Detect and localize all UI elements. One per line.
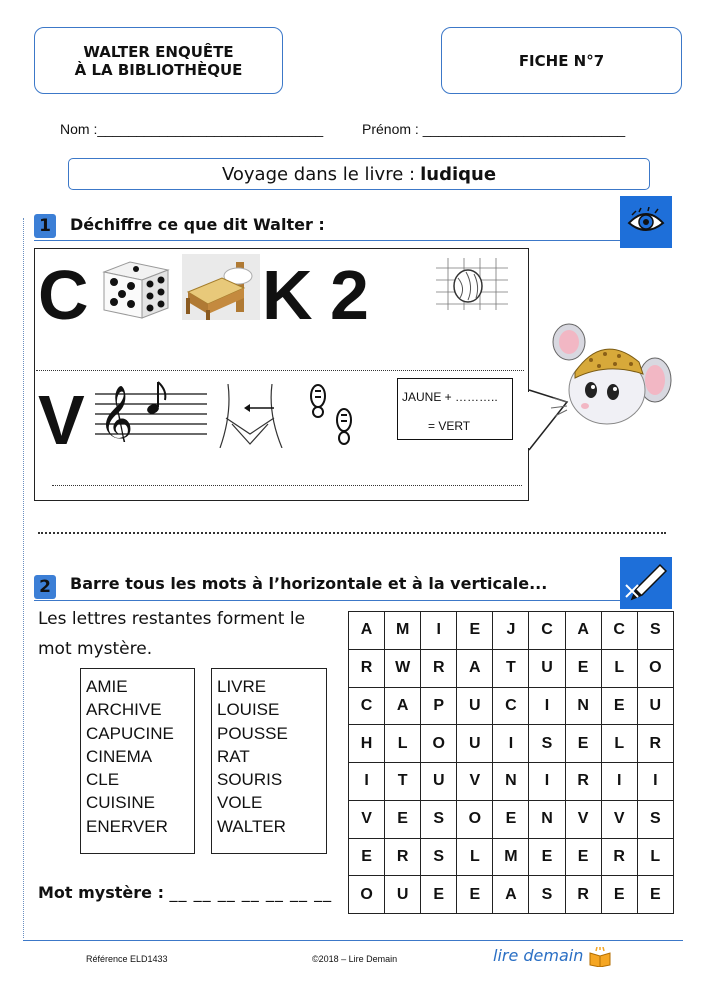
list-item: CUISINE <box>86 793 155 813</box>
eye-icon <box>620 196 672 248</box>
section-2-title: Barre tous les mots à l’horizontale et à la verticale... <box>70 574 548 593</box>
section-2-rule <box>34 600 620 601</box>
banner-emphasis: ludique <box>420 163 497 185</box>
grid-cell[interactable]: S <box>529 725 565 763</box>
word-search-grid <box>348 611 674 914</box>
rebus-letter-c: C <box>38 256 89 334</box>
fiche-number: FICHE N°7 <box>441 27 682 94</box>
grid-cell[interactable]: A <box>385 687 421 725</box>
grid-cell[interactable]: L <box>601 649 637 687</box>
grid-cell[interactable]: S <box>637 612 673 650</box>
grid-cell[interactable]: U <box>637 687 673 725</box>
grid-cell[interactable]: E <box>637 876 673 914</box>
grid-cell[interactable]: A <box>493 876 529 914</box>
grid-cell[interactable]: S <box>529 876 565 914</box>
grid-cell[interactable]: R <box>565 876 601 914</box>
grid-cell[interactable]: L <box>457 838 493 876</box>
grid-cell[interactable]: I <box>637 763 673 801</box>
grid-row <box>349 612 674 650</box>
grid-cell[interactable]: S <box>421 838 457 876</box>
rebus-number-two: 2 <box>330 256 369 334</box>
grid-cell[interactable]: N <box>529 800 565 838</box>
grid-cell[interactable]: V <box>457 763 493 801</box>
prenom-blank: __________________________ <box>422 121 626 137</box>
brand-name: lire demain <box>493 946 584 965</box>
list-item: CLE <box>86 770 120 790</box>
grid-cell[interactable]: E <box>421 876 457 914</box>
grid-cell[interactable]: C <box>349 687 385 725</box>
mystery-label: Mot mystère : <box>38 883 164 902</box>
grid-cell[interactable]: M <box>385 612 421 650</box>
footer-rule <box>23 940 683 941</box>
dice-image <box>100 258 172 324</box>
grid-cell[interactable]: T <box>493 649 529 687</box>
grid-cell[interactable]: E <box>601 876 637 914</box>
grid-cell[interactable]: U <box>385 876 421 914</box>
grid-cell[interactable]: C <box>529 612 565 650</box>
grid-cell[interactable]: I <box>601 763 637 801</box>
grid-cell[interactable]: O <box>637 649 673 687</box>
grid-row <box>349 800 674 838</box>
section-2-number: 2 <box>34 575 56 599</box>
nom-blank: _____________________________ <box>97 121 324 137</box>
list-item: VOLE <box>217 793 263 813</box>
prenom-label: Prénom : <box>362 121 419 137</box>
rebus-answer-line-1[interactable] <box>36 370 524 371</box>
footer-reference: Référence ELD1433 <box>86 954 168 964</box>
rebus-answer-line-2[interactable] <box>52 485 522 486</box>
word-list-2 <box>211 668 327 854</box>
grid-cell[interactable]: O <box>349 876 385 914</box>
grid-cell[interactable]: U <box>421 763 457 801</box>
mystery-blanks: __ __ __ __ __ __ __ <box>169 883 333 902</box>
grid-cell[interactable]: E <box>565 838 601 876</box>
grid-cell[interactable]: I <box>349 763 385 801</box>
color-riddle-line-1: JAUNE + ……….. <box>402 390 498 404</box>
grid-cell[interactable]: E <box>457 612 493 650</box>
list-item: RAT <box>217 746 250 766</box>
pencil-icon <box>620 557 672 609</box>
grid-cell[interactable]: A <box>457 649 493 687</box>
grid-cell[interactable]: E <box>385 800 421 838</box>
bed-image <box>182 254 260 324</box>
grid-row <box>349 725 674 763</box>
grid-row <box>349 687 674 725</box>
list-item: AMIE <box>86 677 128 696</box>
grid-cell[interactable]: P <box>421 687 457 725</box>
walter-mouse-illustration <box>527 322 677 461</box>
list-item: ARCHIVE <box>86 700 162 720</box>
list-item: LIVRE <box>217 677 267 696</box>
nom-label: Nom : <box>60 121 98 137</box>
grid-cell[interactable]: E <box>493 800 529 838</box>
grid-cell[interactable]: R <box>421 649 457 687</box>
title-line-1: WALTER ENQUÊTE <box>83 42 234 61</box>
grid-cell[interactable]: W <box>385 649 421 687</box>
voyage-banner <box>68 158 650 190</box>
grid-cell[interactable]: L <box>385 725 421 763</box>
section-1-answer-line[interactable] <box>38 532 666 534</box>
grid-cell[interactable]: S <box>637 800 673 838</box>
list-item: CINEMA <box>86 746 153 766</box>
grid-cell[interactable]: S <box>421 800 457 838</box>
prenom-field[interactable] <box>362 121 625 137</box>
grid-cell[interactable]: A <box>565 612 601 650</box>
brand-logo <box>493 946 612 967</box>
svg-text:𝄞: 𝄞 <box>99 384 134 442</box>
rebus-letter-v: V <box>38 381 85 459</box>
grid-cell[interactable]: V <box>601 800 637 838</box>
grid-cell[interactable]: E <box>565 725 601 763</box>
grid-cell[interactable]: J <box>493 612 529 650</box>
grid-cell[interactable]: L <box>637 838 673 876</box>
grid-cell[interactable]: V <box>349 800 385 838</box>
grid-row <box>349 763 674 801</box>
grid-cell[interactable]: H <box>349 725 385 763</box>
grid-cell[interactable]: I <box>529 763 565 801</box>
grid-cell[interactable]: E <box>457 876 493 914</box>
grid-cell[interactable]: C <box>601 612 637 650</box>
section-1-rule <box>34 240 620 241</box>
grid-row <box>349 649 674 687</box>
color-riddle-box <box>397 378 513 440</box>
grid-row <box>349 838 674 876</box>
grid-row <box>349 876 674 914</box>
footprints-image <box>302 382 362 452</box>
title-line-2: À LA BIBLIOTHÈQUE <box>74 60 243 79</box>
list-item: LOUISE <box>217 700 280 720</box>
grid-cell[interactable]: C <box>493 687 529 725</box>
nom-field[interactable] <box>60 121 323 137</box>
grid-cell[interactable]: E <box>529 838 565 876</box>
grid-cell[interactable]: E <box>349 838 385 876</box>
worksheet-title <box>34 27 283 94</box>
banner-prefix: Voyage dans le livre : <box>221 163 416 185</box>
wall-hole-image <box>436 258 508 314</box>
list-item: WALTER <box>217 816 286 836</box>
grid-cell[interactable]: R <box>565 763 601 801</box>
grid-cell[interactable]: U <box>529 649 565 687</box>
margin-dotted-line <box>23 218 24 938</box>
grid-cell[interactable]: M <box>493 838 529 876</box>
music-note-image <box>95 380 207 446</box>
list-item: ENERVER <box>86 816 168 836</box>
grid-cell[interactable]: I <box>529 687 565 725</box>
grid-cell[interactable]: N <box>565 687 601 725</box>
footer-copyright: ©2018 – Lire Demain <box>312 954 398 964</box>
grid-cell[interactable]: R <box>385 838 421 876</box>
word-list-1 <box>80 668 195 854</box>
book-icon <box>588 947 612 967</box>
grid-cell[interactable]: E <box>565 649 601 687</box>
grid-cell[interactable]: N <box>493 763 529 801</box>
color-riddle-line-2: = VERT <box>428 419 471 433</box>
mystery-word-field[interactable] <box>38 883 332 902</box>
grid-cell[interactable]: O <box>457 800 493 838</box>
rebus-letter-k: K <box>262 256 313 334</box>
grid-cell[interactable]: O <box>421 725 457 763</box>
grid-cell[interactable]: R <box>349 649 385 687</box>
section-1-title: Déchiffre ce que dit Walter : <box>70 215 325 234</box>
grid-cell[interactable]: A <box>349 612 385 650</box>
grid-cell[interactable]: R <box>637 725 673 763</box>
grid-cell[interactable]: T <box>385 763 421 801</box>
grid-cell[interactable]: L <box>601 725 637 763</box>
neck-image <box>210 384 292 452</box>
grid-cell[interactable]: U <box>457 687 493 725</box>
list-item: POUSSE <box>217 723 288 743</box>
grid-cell[interactable]: U <box>457 725 493 763</box>
list-item: SOURIS <box>217 770 283 790</box>
grid-cell[interactable]: R <box>601 838 637 876</box>
grid-cell[interactable]: E <box>601 687 637 725</box>
section-1-number: 1 <box>34 214 56 238</box>
list-item: CAPUCINE <box>86 723 174 743</box>
section-2-instruction: Les lettres restantes forment le mot mystère. <box>38 609 306 659</box>
grid-cell[interactable]: I <box>493 725 529 763</box>
grid-cell[interactable]: V <box>565 800 601 838</box>
grid-cell[interactable]: I <box>421 612 457 650</box>
